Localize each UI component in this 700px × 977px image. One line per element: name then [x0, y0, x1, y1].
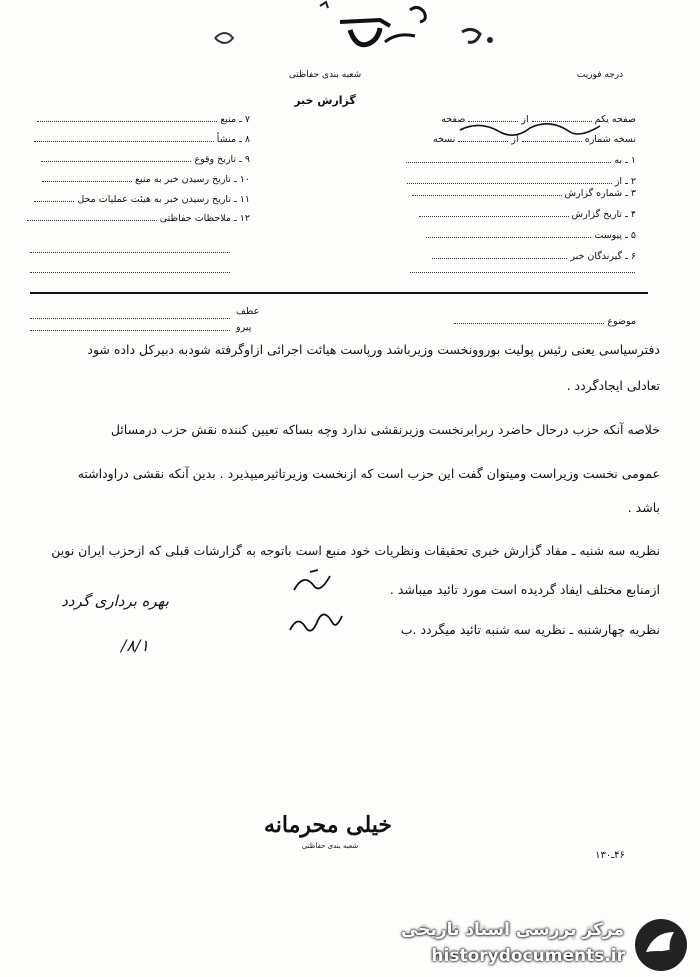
ref-field-bottom: پیرو	[236, 322, 252, 333]
archive-logo-icon	[632, 916, 690, 974]
signature-wednesday	[286, 606, 346, 640]
body-line-8: نظریه چهارشنبه ـ نظریه سه شنبه تائید میگردد .ب	[400, 622, 660, 637]
body-line-3: خلاصه آنکه حزب درحال حاضرد ربرابرنخست وزیرنقشی ندارد وچه بساکه تعیین کننده نقش حزب درمسائل	[110, 422, 660, 437]
left-blank-line-2	[30, 272, 230, 273]
field-date-to-source: ۱۰ ـ تاریخ رسیدن خبر به منبع	[42, 174, 250, 185]
classification-stamp-sub: شعبه بندی حفاظتی	[301, 842, 359, 850]
field-report-date: ۴ ـ تاریخ گزارش	[419, 209, 636, 220]
field-source: ۷ ـ منبع	[37, 114, 250, 125]
urgency-label: درجه فوریت	[576, 70, 624, 80]
document-code: ۴۶ـ۱۳۰	[595, 850, 625, 861]
field-report-number: ۳ ـ شماره گزارش	[412, 188, 636, 199]
field-occurrence-date: ۹ ـ تاریخ وقوع	[41, 154, 250, 165]
right-blank-line	[410, 272, 635, 273]
watermark-title: مرکز بررسی اسناد تاریخی	[401, 920, 624, 940]
ref-line-top	[30, 318, 230, 319]
top-scribble-mark	[200, 0, 520, 60]
field-security-notes: ۱۲ ـ ملاحظات حفاظتی	[27, 213, 250, 224]
page-field-scribble	[455, 116, 605, 138]
left-blank-line-1	[30, 252, 230, 253]
body-line-4: عمومی نخست وزیراست ومیتوان گفت این حزب است که ازنخست وزیرتاثیرمیپذیرد . بدین آنکه نقشی دراوداشته	[77, 466, 660, 481]
subject-field: موضوع	[454, 316, 636, 327]
body-line-5: باشد .	[627, 500, 660, 515]
body-line-7: ازمنابع مختلف ایفاد گردیده است مورد تائید میباشد .	[389, 582, 660, 597]
ref-line-bottom	[30, 330, 230, 331]
report-title: گزارش خبر	[294, 94, 356, 107]
field-attachment: ۵ ـ پیوست	[426, 230, 636, 241]
signature-tuesday	[288, 568, 338, 598]
field-from: ۲ ـ از	[407, 176, 636, 187]
field-recipients: ۶ ـ گیرندگان خبر	[432, 251, 636, 262]
handwritten-note-line-1: بهره برداری گردد	[61, 592, 169, 610]
field-date-to-unit: ۱۱ ـ تاریخ رسیدن خبر به هیئت عملیات محل	[34, 194, 250, 205]
handwritten-note-line-2: ۸/۱/	[121, 636, 149, 655]
classification-stamp: خیلی محرمانه	[263, 812, 393, 838]
body-line-1: دفترسیاسی یعنی رئیس پولیت بوروونخست وزیرباشد ورپاست هیائت اجرائی ازاوگرفته شودبه دبیرکل داده شود	[87, 342, 660, 357]
field-to: ۱ ـ به	[406, 155, 636, 166]
ref-field-top: عطف	[236, 306, 260, 317]
header-separator	[30, 292, 648, 294]
body-line-2: تعادلی ایجادگردد .	[566, 378, 660, 393]
unit-label: شعبه بندی حفاظتی	[288, 70, 362, 80]
field-page: صفحه یکم از صفحه	[441, 114, 636, 125]
body-line-6: نظریه سه شنبه ـ مفاد گزارش خبری تحقیقات ونظریات خود منبع است باتوجه به گزارشات قبلی که ازحزب ایران نوین	[51, 543, 660, 558]
field-origin: ۸ ـ منشأ	[34, 134, 250, 145]
watermark-url: historydocuments.ir	[431, 946, 625, 966]
field-copy: نسخه شماره از نسخه	[433, 134, 636, 145]
